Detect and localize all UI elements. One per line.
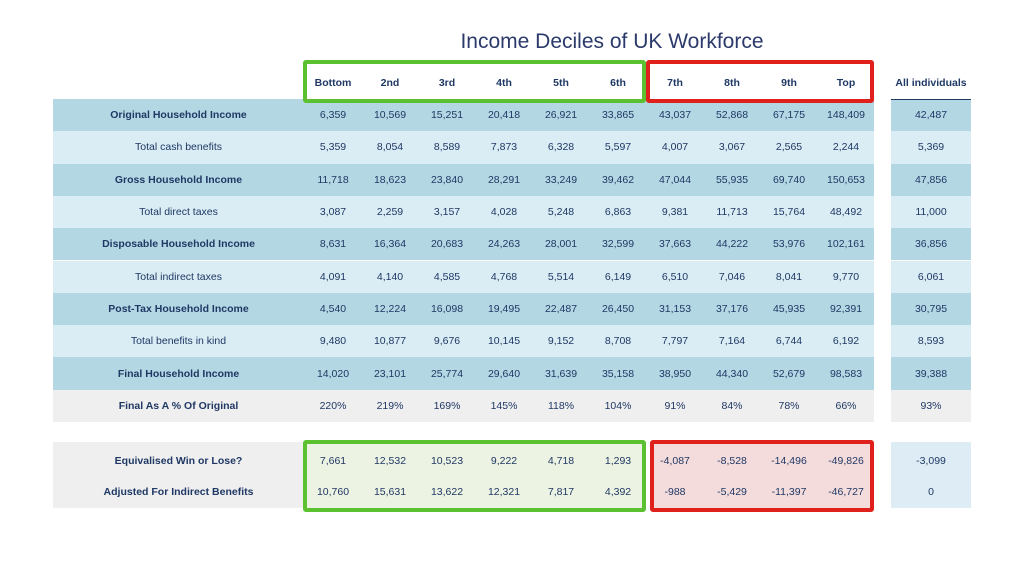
table-cell: 104% <box>604 399 632 412</box>
table-cell: 4,140 <box>376 270 404 283</box>
table-cell: 118% <box>547 399 575 412</box>
table-cell: 2,565 <box>775 141 803 154</box>
table-cell: 169% <box>433 399 461 412</box>
table-cell: 13,622 <box>430 486 464 498</box>
table-cell: 31,153 <box>658 302 692 315</box>
table-cell: 37,176 <box>715 302 749 315</box>
table-cell: 5,359 <box>319 141 347 154</box>
column-header: 6th <box>610 77 626 89</box>
table-cell: 6,863 <box>604 206 632 219</box>
table-cell: 2,244 <box>832 141 860 154</box>
table-cell: 11,713 <box>716 206 748 219</box>
table-cell: -8,528 <box>717 455 747 467</box>
table-cell: 47,044 <box>658 173 692 186</box>
table-cell: 26,450 <box>601 302 635 315</box>
table-cell: 18,623 <box>373 173 407 186</box>
row-label: Total cash benefits <box>135 141 222 154</box>
table-cell: 39,462 <box>601 173 635 186</box>
table-cell: 11,718 <box>317 173 349 186</box>
table-cell: 219% <box>376 399 404 412</box>
table-cell: 15,251 <box>430 109 464 122</box>
table-cell: 37,663 <box>658 238 692 251</box>
table-cell: 14,020 <box>316 367 350 380</box>
table-cell: 5,597 <box>604 141 632 154</box>
table-cell: 9,381 <box>661 206 689 219</box>
row-label: Original Household Income <box>110 109 247 122</box>
page-title: Income Deciles of UK Workforce <box>460 30 764 53</box>
table-cell: 28,001 <box>544 238 578 251</box>
row-label: Adjusted For Indirect Benefits <box>103 486 254 498</box>
table-cell: -988 <box>664 486 686 498</box>
table-cell: 9,480 <box>319 335 347 348</box>
table-cell: 23,840 <box>430 173 464 186</box>
table-cell: 8,708 <box>604 335 632 348</box>
row-label: Total benefits in kind <box>130 335 227 348</box>
table-cell: 3,157 <box>433 206 461 219</box>
table-cell: 78% <box>778 399 800 412</box>
column-header: 3rd <box>438 77 456 89</box>
table-cell: 4,585 <box>433 270 461 283</box>
table-cell: 4,718 <box>547 455 575 467</box>
table-cell: -5,429 <box>717 486 747 498</box>
table-cell: 25,774 <box>430 367 464 380</box>
table-cell: 7,164 <box>718 335 746 348</box>
table-cell: 6,744 <box>775 335 803 348</box>
table-cell: 28,291 <box>487 173 521 186</box>
table-cell: 44,222 <box>715 238 749 251</box>
all-cell: 42,487 <box>914 109 948 122</box>
column-header: Bottom <box>314 77 352 89</box>
table-cell: 12,321 <box>487 486 521 498</box>
table-cell: 20,418 <box>487 109 521 122</box>
table-cell: 23,101 <box>373 367 407 380</box>
table-cell: 91% <box>664 399 686 412</box>
table-cell: 10,760 <box>316 486 350 498</box>
table-cell: 148,409 <box>827 109 865 122</box>
all-cell: 47,856 <box>914 173 948 186</box>
table-cell: 44,340 <box>715 367 749 380</box>
table-cell: 24,263 <box>487 238 521 251</box>
table-cell: 9,676 <box>433 335 461 348</box>
table-cell: 38,950 <box>658 367 692 380</box>
table-cell: 22,487 <box>544 302 578 315</box>
table-cell: 4,540 <box>319 302 347 315</box>
table-cell: 150,653 <box>827 173 865 186</box>
all-cell: 36,856 <box>914 238 948 251</box>
table-cell: 7,873 <box>490 141 518 154</box>
table-cell: 20,683 <box>430 238 464 251</box>
table-cell: 6,328 <box>547 141 575 154</box>
column-header: 8th <box>724 77 740 89</box>
table-cell: 29,640 <box>487 367 521 380</box>
table-cell: 66% <box>835 399 857 412</box>
table-cell: 4,007 <box>661 141 689 154</box>
row-label: Disposable Household Income <box>102 238 255 251</box>
table-cell: 52,679 <box>772 367 806 380</box>
table-cell: 84% <box>721 399 743 412</box>
table-cell: 12,224 <box>373 302 407 315</box>
column-header: 5th <box>553 77 569 89</box>
table-cell: -46,727 <box>828 486 864 498</box>
table-cell: 8,054 <box>376 141 404 154</box>
table-cell: 9,770 <box>832 270 860 283</box>
row-label: Gross Household Income <box>114 173 243 186</box>
table-cell: 45,935 <box>772 302 806 315</box>
table-cell: 7,661 <box>319 455 347 467</box>
table-cell: 3,087 <box>319 206 347 219</box>
table-cell: 98,583 <box>829 367 863 380</box>
table-cell: 67,175 <box>772 109 806 122</box>
row-label: Total indirect taxes <box>135 270 222 283</box>
table-cell: 220% <box>319 399 347 412</box>
table-cell: 10,877 <box>373 335 407 348</box>
table-cell: 43,037 <box>658 109 692 122</box>
header-divider <box>891 99 971 100</box>
table-cell: 55,935 <box>715 173 749 186</box>
table-cell: 53,976 <box>772 238 806 251</box>
table-cell: 8,041 <box>775 270 803 283</box>
table-cell: 8,631 <box>319 238 347 251</box>
table-cell: 19,495 <box>487 302 521 315</box>
table-cell: 10,523 <box>430 455 464 467</box>
table-cell: 7,817 <box>547 486 575 498</box>
table-cell: 10,145 <box>487 335 521 348</box>
column-header: 7th <box>667 77 683 89</box>
table-cell: 2,259 <box>376 206 404 219</box>
table-cell: 1,293 <box>604 455 632 467</box>
table-cell: 69,740 <box>772 173 806 186</box>
row-label: Equivalised Win or Lose? <box>114 455 243 467</box>
all-cell: -3,099 <box>916 455 946 467</box>
table-cell: 15,764 <box>772 206 806 219</box>
table-cell: 32,599 <box>601 238 635 251</box>
table-cell: 5,514 <box>547 270 575 283</box>
row-label: Final Household Income <box>117 367 240 380</box>
all-cell: 0 <box>928 486 934 498</box>
row-label: Final As A % Of Original <box>118 399 239 412</box>
table-cell: 92,391 <box>829 302 863 315</box>
table-cell: 7,046 <box>718 270 746 283</box>
column-header: 9th <box>781 77 797 89</box>
row-label: Post-Tax Household Income <box>108 302 249 315</box>
table-cell: 10,569 <box>373 109 407 122</box>
table-cell: -4,087 <box>660 455 690 467</box>
column-header: 4th <box>496 77 512 89</box>
table-cell: -11,397 <box>771 486 807 498</box>
all-cell: 11,000 <box>915 206 947 219</box>
all-cell: 39,388 <box>914 367 948 380</box>
table-cell: 33,249 <box>544 173 578 186</box>
table-cell: -14,496 <box>771 455 807 467</box>
table-cell: 4,091 <box>319 270 347 283</box>
table-cell: 102,161 <box>827 238 865 251</box>
table-cell: 4,768 <box>490 270 518 283</box>
table-cell: 4,028 <box>490 206 518 219</box>
table-cell: 6,149 <box>604 270 632 283</box>
table-cell: 7,797 <box>661 335 689 348</box>
row-label: Total direct taxes <box>139 206 218 219</box>
table-cell: 16,364 <box>373 238 407 251</box>
table-cell: 6,359 <box>319 109 347 122</box>
all-cell: 30,795 <box>914 302 948 315</box>
table-cell: 35,158 <box>601 367 635 380</box>
column-header: Top <box>836 77 856 89</box>
table-cell: 52,868 <box>715 109 749 122</box>
table-cell: 3,067 <box>718 141 746 154</box>
table-cell: -49,826 <box>828 455 864 467</box>
table-cell: 145% <box>490 399 518 412</box>
table-cell: 26,921 <box>544 109 578 122</box>
table-cell: 48,492 <box>829 206 863 219</box>
all-cell: 6,061 <box>917 270 945 283</box>
table-cell: 4,392 <box>604 486 632 498</box>
table-cell: 6,192 <box>832 335 860 348</box>
column-header: 2nd <box>380 77 400 89</box>
table-cell: 9,222 <box>490 455 518 467</box>
column-header-all: All individuals <box>895 77 967 89</box>
table-cell: 31,639 <box>544 367 578 380</box>
table-cell: 5,248 <box>547 206 575 219</box>
all-cell: 93% <box>920 399 942 412</box>
table-cell: 8,589 <box>433 141 461 154</box>
table-cell: 9,152 <box>547 335 575 348</box>
table-cell: 12,532 <box>373 455 407 467</box>
table-cell: 6,510 <box>661 270 689 283</box>
all-cell: 8,593 <box>917 335 945 348</box>
table-cell: 33,865 <box>601 109 635 122</box>
all-cell: 5,369 <box>917 141 945 154</box>
table-cell: 16,098 <box>430 302 464 315</box>
table-cell: 15,631 <box>373 486 407 498</box>
